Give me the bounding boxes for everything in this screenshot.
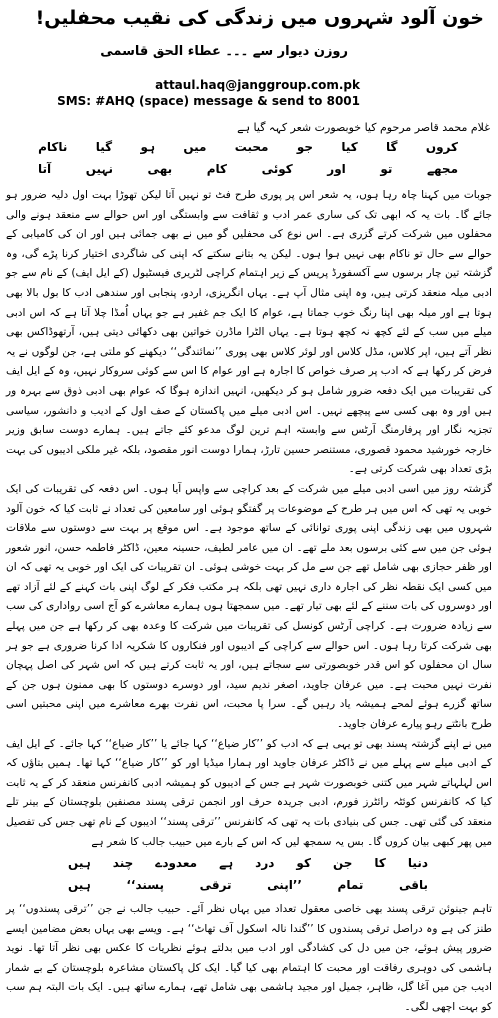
verse-word: جو: [296, 140, 313, 154]
article-body-continued: [6, 900, 492, 1018]
sms-instructions: SMS: #AHQ (space) message & send to 8001: [57, 94, 360, 108]
verse-word: ہے: [219, 856, 234, 870]
verse-word: باقی: [398, 878, 428, 892]
verse-word: گیا: [95, 140, 113, 154]
verse-word: تمام: [337, 878, 364, 892]
body-paragraph: گزشتہ روز میں اسی ادبی میلے میں شرکت کے بعد کراچی سے واپس آیا ہوں۔ اس دفعہ کی تقریبات کی ایک خوبی یہ تھی کہ اس میں ہر طرح کے موضوعات پر گفتگو ہوئی اور سامعین کی تعداد نے ثابت کیا کہ خون آلود شہروں میں بھی زندگی اپنی پوری توانائی کے ساتھ موجود ہے۔ اس موقع پر بہت سے دوستوں سے ملاقات ہوئی جن میں سے کئی برسوں بعد ملے تھے۔ ان میں عامر لطیف، حسینہ معین، ڈاکٹر فاطمہ حسن، انور شعور اور ظفر حجازی بھی شامل تھے جن سے مل کر بہت خوشی ہوئی۔ ان تقریبات کی ایک اور خوبی یہ تھی کہ ان میں کسی ایک نقطہ نظر کی اجارہ داری نہیں تھی بلکہ ہر مکتب فکر کے لوگ اپنی بات کہنے کے لئے آزاد تھے اور دوسروں کی بات سننے کے لئے بھی تیار تھے۔ میں سمجھتا ہوں ہمارے معاشرے کو آج اسی رواداری کی سب سے زیادہ ضرورت ہے۔ کراچی آرٹس کونسل کی تقریبات میں شرکت کا وعدہ بھی کر رکھا ہے جن میں پہلے بھی شرکت کرتا رہا ہوں۔ اس حوالے سے کراچی کے ادیبوں اور فنکاروں کا شکریہ ادا کرنا ضروری ہے جو ہر سال ان محفلوں کو اس قدر خوبصورتی سے سجاتے ہیں، اور یہ ثابت کرتے ہیں کہ اس شہر کی اصل پہچان نفرت نہیں محبت ہے۔ میں عرفان جاوید، اصغر ندیم سید، اور دوسرے دوستوں کا بھی ممنون ہوں جن کے ساتھ گزرے ہوئے لمحے ہمیشہ یاد رہیں گے۔ سرا پا محبت، اس نفرت بھرے معاشرے میں اپنی محبتیں اسی طرح بانٹتے رہو پیارے عرفان جاوید۔: [6, 482, 492, 731]
verse-word: میں: [183, 140, 207, 154]
author-email: attaul.haq@janggroup.com.pk: [155, 78, 360, 92]
verse-word: چند: [112, 856, 134, 870]
verse-word: گا: [386, 140, 398, 154]
verse-word: تو: [380, 162, 393, 176]
verse-line-4: [68, 876, 428, 894]
verse-word: نہیں: [85, 162, 113, 176]
verse-word: ہیں: [68, 878, 91, 892]
verse-word: ترقی: [199, 878, 232, 892]
verse-word: دنیا: [407, 856, 428, 870]
verse-word: معدودے: [155, 856, 198, 870]
verse-word: محبت: [234, 140, 269, 154]
verse-word: جن: [332, 856, 353, 870]
article-headline: خون آلود شہروں میں زندگی کی نقیب محفلیں!: [35, 7, 484, 29]
verse-word: کام: [206, 162, 227, 176]
body-paragraph: جوبات میں کہنا چاہ رہا ہوں، یہ شعر اس پر پوری طرح فٹ تو نہیں آتا لیکن تھوڑا بہت اول دلیہ ضرور ہو جائے گا۔ بات یہ کہ ابھی تک کی ساری عمر ادب و ثقافت سے وابستگی اور اس حوالے سے منعقد ہونے والی محفلوں میں شرکت کرتے گزری ہے۔ اس نوع کی محفلیں گو میں نے بھی جمائی ہیں اور ان کی کامیابی کے حوالے سے حال تو ناکام بھی نہیں ہوا ہوں۔ لیکن یہ بتانے سکتے کہ اپنی کی شاگردی اختیار کرنا پڑے گی، وہ گزشتہ تین چار برسوں سے آکسفورڈ پریس کے زیر اہتمام کراچی لٹریری فیسٹیول (کے ایل ایف) کے نام سے جو ادبی میلہ منعقد کرتی ہیں، وہ اپنی مثال آپ ہے۔ یہاں انگریزی، اردو، پنجابی اور سندھی ادب کا بول بالا بھی ہوتا ہے اور میلہ بھی اپنا رنگ خوب جماتا ہے، عوام کا ایک جم غفیر ہے جو یہاں اُمڈا چلا آتا ہے کہ اس ادبی میلے میں سب کے لئے کچھ نہ کچھ ہوتا ہے۔ یہاں الٹرا ماڈرن خواتین بھی دکھائی دیتی ہیں، آرتھوڈاکس بھی نظر آتے ہیں، اپر کلاس، مڈل کلاس اور لوئر کلاس بھی پوری ’’نمائندگی‘‘ دیکھنے کو ملتی ہے، جن لوگوں نے یہ فرض کر رکھا ہے کہ ادب پر صرف خواص کا اجارہ ہے اور عوام کا اس سے کوئی سروکار نہیں، وہ کے ایل ایف کی تقریبات میں ایک دفعہ ضرور شامل ہو کر دیکھیں، انہیں اندازہ ہوگا کہ عوام بھی ادبی ذوق سے بہرہ ور ہیں اور وہ بھی کسی سے پیچھے نہیں۔ اس ادبی میلے میں پاکستان کے صف اول کے ادیب و دانشور، سیاسی تجزیہ نگار اور پرفارمنگ آرٹس سے وابستہ اہم ترین لوگ مدعو کئے جاتے ہیں۔ ہمارے دوست سابق وزیر خارجہ خورشید محمود قصوری، مستنصر حسین تارڑ، ہمارا دوست انور مقصود، بلکہ غیر ملکی ادیبوں کی بہت بڑی تعداد بھی شرکت کرتی ہے۔: [6, 189, 492, 476]
verse-word: ہیں: [68, 856, 91, 870]
article-body: [6, 186, 492, 852]
verse-word: پسند‘‘: [126, 878, 164, 892]
verse-word: ’’اپنی: [267, 878, 302, 892]
verse-word: کا: [374, 856, 386, 870]
verse-word: ناکام: [38, 140, 68, 154]
verse-word: کروں: [425, 140, 458, 154]
verse-word: کیا: [341, 140, 358, 154]
verse-word: مجھے: [426, 162, 458, 176]
verse-word: اور: [327, 162, 346, 176]
verse-line-2: [38, 160, 458, 178]
verse-word: درد: [255, 856, 275, 870]
article-byline: روزن دیوار سے ۔۔۔ عطاء الحق قاسمی: [100, 44, 348, 59]
verse-word: کوئی: [261, 162, 293, 176]
verse-word: کو: [296, 856, 311, 870]
verse-line-1: [38, 138, 458, 156]
body-paragraph: میں نے اپنے گزشتہ پسند بھی تو یہی ہے کہ ادب کو ’’کار ضیاع‘‘ کہا جائے یا ’’کار ضیاع‘‘ کہا جائے۔ کے ایل ایف کے ادبی میلے سے پہلے میں نے ڈاکٹر عرفان جاوید اور ہمارا میڈیا اور کو ’’کار ضیاع‘‘ کہا تھا۔ ہمیں بتاؤں کہ اس لہلہاتے شہر میں کتنی خوبصورت شہر ہے جس کے ادیبوں کو ہمیشہ ادبی کانفرنس منعقد کر کے یہ ثابت کیا کہ کانفرنس کوئٹہ رائٹرز فورم، ادبی جریدہ حرف اور انجمن ترقی پسند مصنفین بلوچستان کے بینر تلے منعقد کی گئی تھی۔ جس کی بنیادی بات یہ تھی کہ کانفرنس ’’ترقی پسند‘‘ ادیبوں کے نام تھی جس کی تفصیل میں پھر کبھی بیان کروں گا۔ بس یہ سمجھ لیں کہ اس کے بارے میں حبیب جالب کا شعر ہے: [6, 737, 492, 848]
body-paragraph: تاہم جینوئن ترقی پسند بھی خاصی معقول تعداد میں یہاں نظر آئے۔ حبیب جالب نے جن ’’ترقی پسندوں‘‘ پر طنز کی ہے وہ دراصل ترقی پسندوں کا ’’گندا نالہ اسکول آف تھاٹ‘‘ ہے۔ ویسے بھی یہاں بعض مضامین ایسے ضرور پیش ہوئے، جن میں دل کی کشادگی اور ادب میں بدلتے ہوئے نظریات کا عکس بھی نظر آتا تھا۔ نوید ہاشمی کی دوہری رفاقت اور محبت کا اہتمام بھی کیا گیا۔ ایک کل پاکستان مشاعرہ بلوچستان کے بے شمار ادیب جن میں آغا گل، ظاہر، جمیل اور مجید ہاشمی بھی شامل تھے، ہمارے ساتھ ہیں۔ ایک بات البتہ ہم سب کو بہت اچھی لگی۔: [6, 903, 492, 1013]
verse-word: ہو: [140, 140, 155, 154]
verse-word: آتا: [38, 162, 52, 176]
article-intro: غلام محمد قاصر مرحوم کیا خوبصورت شعر کہہ گیا ہے: [237, 121, 490, 134]
verse-line-3: [68, 854, 428, 872]
verse-word: بھی: [147, 162, 173, 176]
